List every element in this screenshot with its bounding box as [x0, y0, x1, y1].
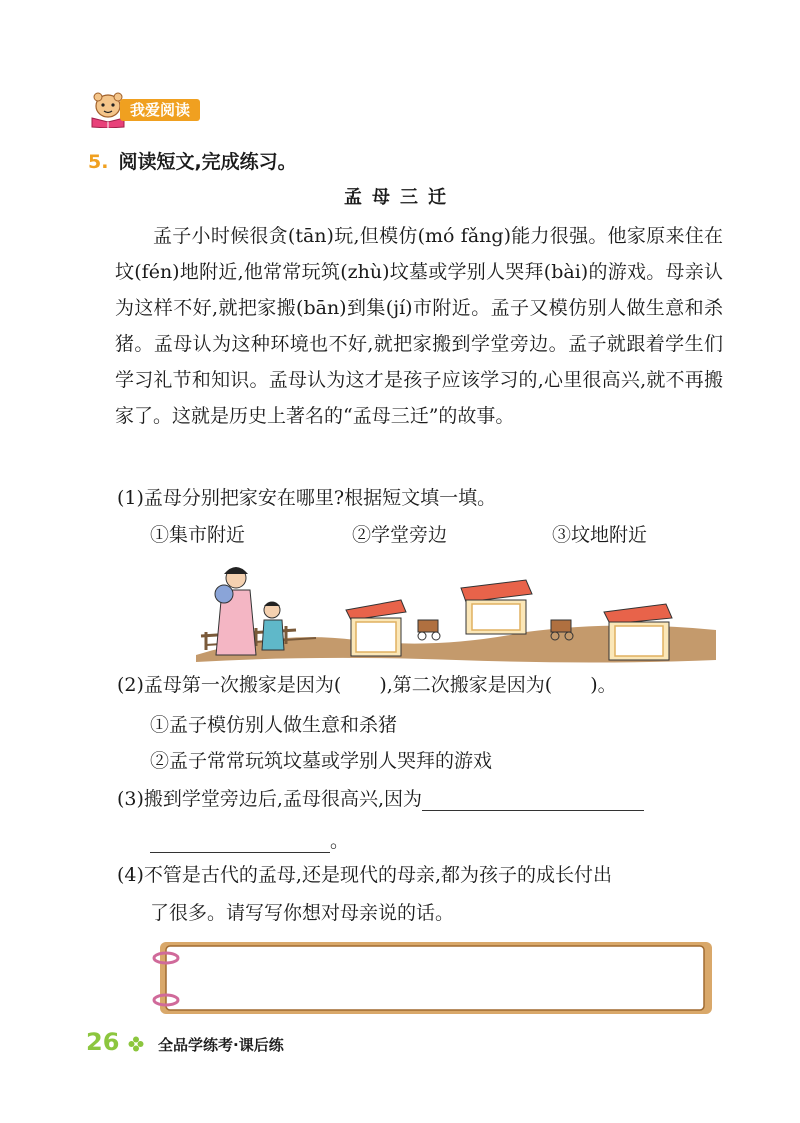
page-number: 26	[86, 1028, 120, 1056]
mother-figure-icon	[215, 567, 256, 655]
clover-icon	[128, 1036, 144, 1052]
book-name: 全品学练考	[158, 1036, 234, 1054]
q1-option-1: ①集市附近	[150, 524, 246, 546]
writing-area[interactable]	[152, 938, 718, 1018]
q3-end: 。	[330, 830, 350, 852]
q2-option-2: ②孟子常常玩筑坟墓或学别人哭拜的游戏	[150, 750, 493, 772]
q4-line-1: (4)不管是古代的孟母,还是现代的母亲,都为孩子的成长付出	[117, 864, 612, 886]
book-separator: ·	[233, 1036, 239, 1054]
mencius-mother-moving-illustration	[196, 560, 716, 670]
book-series: 课后练	[238, 1036, 284, 1054]
house-icon	[604, 604, 672, 660]
q2-option-1: ①孟子模仿别人做生意和杀猪	[150, 714, 398, 736]
section-badge-label: 我爱阅读	[120, 99, 200, 121]
q1-option-2: ②学堂旁边	[352, 524, 448, 546]
passage-text: 孟子小时候很贪(tān)玩,但模仿(mó fǎng)能力很强。他家原来住在坟(fén)地附近,他常常玩筑(zhù)坟墓或学别人哭拜(bài)的游戏。母亲认为这样不好,就把家搬(bān)到集(jí)市附近。孟子又模仿别人做生意和杀猪。孟母认为这种环境也不好,就把家搬到学堂旁边。孟子就跟着学生们学习礼节和知识。孟母认为这才是孩子应该学习的,心里很高兴,就不再搬家了。这就是历史上著名的“孟母三迁”的故事。	[115, 225, 723, 427]
q4-prompt	[117, 856, 723, 932]
q3-answer-line-1[interactable]	[422, 788, 644, 811]
question-number: 5.	[88, 151, 109, 173]
q3-answer-line-2[interactable]	[150, 830, 330, 853]
q4-line-2: 了很多。请写写你想对母亲说的话。	[150, 902, 455, 924]
q3-row-2	[150, 826, 349, 853]
question-header	[88, 147, 297, 174]
passage-body	[115, 218, 723, 434]
q1-option-3: ③坟地附近	[552, 524, 648, 546]
book-title	[158, 1034, 284, 1055]
q3-prompt: (3)搬到学堂旁边后,孟母很高兴,因为	[117, 788, 422, 810]
q3-row	[117, 784, 644, 811]
house-icon	[346, 600, 406, 656]
cart-icon	[418, 620, 440, 640]
passage-title: 孟母三迁	[344, 187, 456, 208]
q2-prompt: (2)孟母第一次搬家是因为( ),第二次搬家是因为( )。	[117, 674, 617, 696]
q1-prompt: (1)孟母分别把家安在哪里?根据短文填一填。	[117, 487, 497, 509]
house-icon	[461, 580, 532, 634]
child-figure-icon	[262, 602, 284, 650]
section-badge	[88, 92, 238, 128]
question-instruction: 阅读短文,完成练习。	[118, 151, 297, 173]
